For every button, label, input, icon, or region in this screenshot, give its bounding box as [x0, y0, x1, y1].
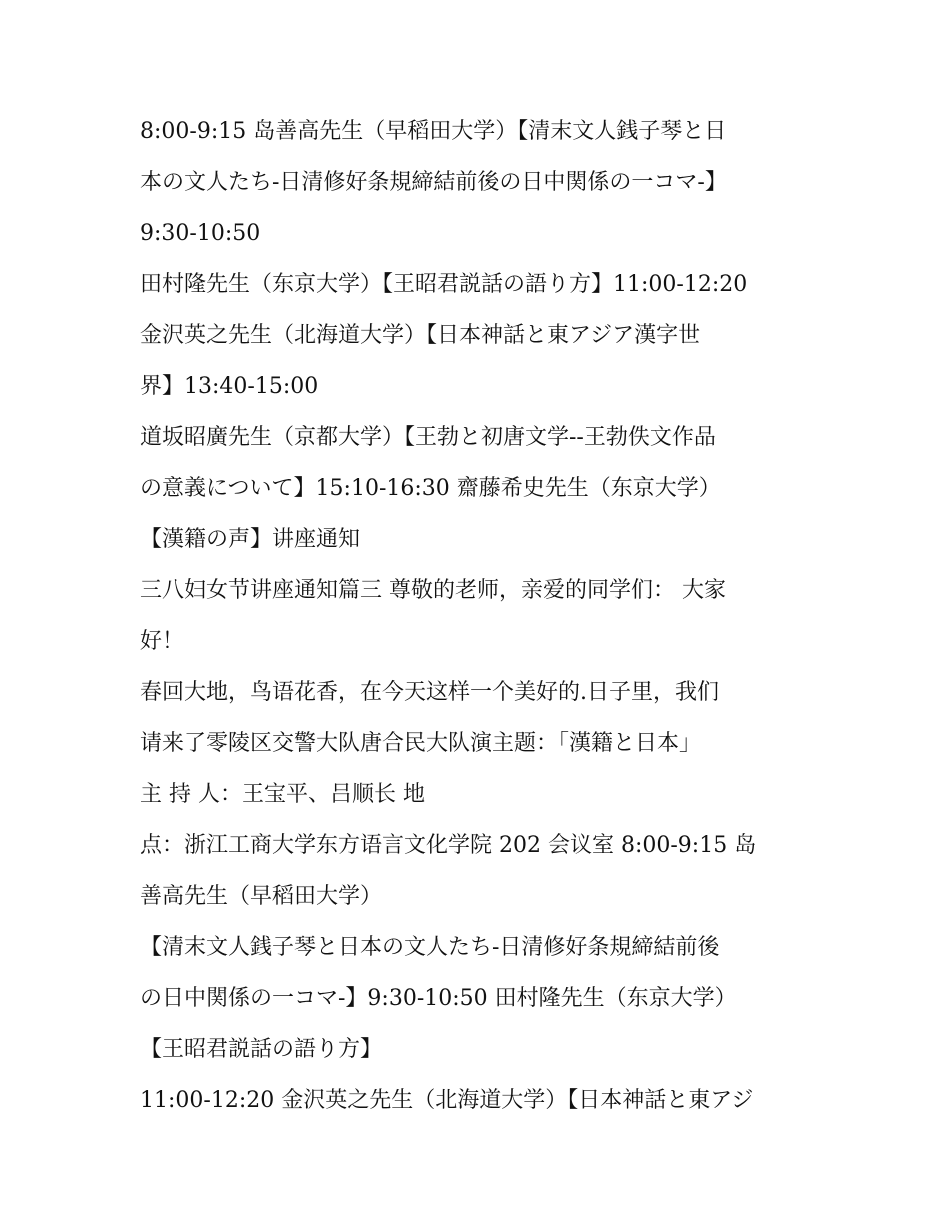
text-line: 点：浙江工商大学东方语言文化学院 202 会议室 8:00-9:15 岛	[140, 833, 757, 858]
text-line: 好！	[140, 629, 185, 654]
text-line: 道坂昭廣先生（京都大学）【王勃と初唐文学--王勃佚文作品	[140, 425, 716, 450]
text-line: 善高先生（早稻田大学）	[140, 884, 383, 909]
text-line: 本の文人たち-日清修好条規締結前後の日中関係の一コマ-】	[140, 170, 727, 195]
text-line: 【清末文人銭子琴と日本の文人たち-日清修好条規締結前後	[140, 935, 720, 960]
text-line: 界】13:40-15:00	[140, 374, 319, 399]
text-line: 【漢籍の声】讲座通知	[140, 527, 361, 552]
text-line: の日中関係の一コマ-】9:30-10:50 田村隆先生（东京大学）	[140, 986, 737, 1011]
text-line: 金沢英之先生（北海道大学）【日本神話と東アジア漢字世	[140, 323, 701, 348]
text-line: 11:00-12:20 金沢英之先生（北海道大学）【日本神話と東アジ	[140, 1088, 754, 1113]
text-line: 8:00-9:15 岛善高先生（早稻田大学）【清末文人銭子琴と日	[140, 119, 727, 144]
document-body	[140, 106, 830, 1126]
text-line: 9:30-10:50	[140, 221, 261, 246]
text-line: 春回大地，鸟语花香，在今天这样一个美好的.日子里，我们	[140, 680, 719, 705]
text-line: 请来了零陵区交警大队唐合民大队演主题：「漢籍と日本」	[140, 731, 702, 756]
text-line: 三八妇女节讲座通知篇三 尊敬的老师，亲爱的同学们： 大家	[140, 578, 726, 603]
text-line: の意義について】15:10-16:30 齋藤希史先生（东京大学）	[140, 476, 721, 501]
text-line: 田村隆先生（东京大学）【王昭君説話の語り方】11:00-12:20	[140, 272, 748, 297]
text-line: 【王昭君説話の語り方】	[140, 1037, 383, 1062]
text-line: 主 持 人：王宝平、吕顺长 地	[140, 782, 425, 807]
